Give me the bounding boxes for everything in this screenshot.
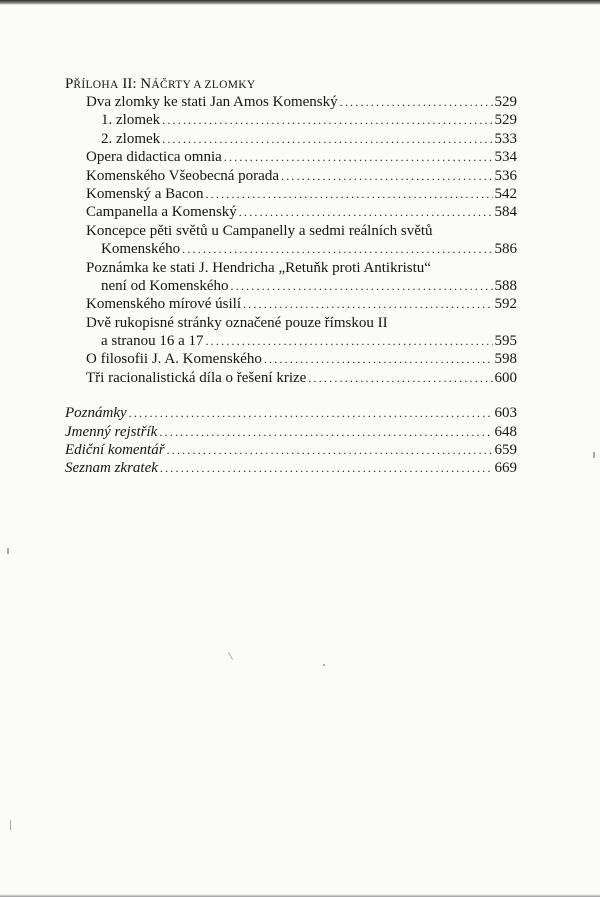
toc-entry-label: Ediční komentář xyxy=(65,442,165,459)
toc-entry[interactable] xyxy=(65,350,517,368)
toc-entry-label: Komenského Všeobecná porada xyxy=(86,167,279,184)
toc-entry[interactable] xyxy=(65,222,517,240)
dot-leader xyxy=(230,277,492,295)
toc-entry-label: Opera didactica omnia xyxy=(86,149,222,166)
toc-entry-page-number: 648 xyxy=(494,423,517,440)
dot-leader xyxy=(167,441,493,459)
toc-entry[interactable] xyxy=(65,369,517,387)
dot-leader xyxy=(340,93,493,111)
toc-entry[interactable] xyxy=(65,185,517,203)
toc-entry-page-number: 600 xyxy=(494,369,517,386)
toc-entry-label: 2. zlomek xyxy=(101,130,161,147)
toc-entry-label: Campanella a Komenský xyxy=(86,204,237,221)
toc-entry-page-number: 584 xyxy=(494,204,517,221)
toc-entry-page-number: 534 xyxy=(494,149,517,166)
toc-entry-page-number: 592 xyxy=(494,296,517,313)
toc-entry-page-number: 533 xyxy=(494,130,517,147)
toc-entry-page-number: 603 xyxy=(494,405,517,422)
dot-leader xyxy=(162,130,492,148)
toc-entry-label: Poznámky xyxy=(65,405,127,422)
toc-entry[interactable] xyxy=(65,423,517,441)
toc-entry[interactable] xyxy=(65,295,517,313)
toc-entry[interactable] xyxy=(65,93,517,111)
toc-entry[interactable] xyxy=(65,240,517,258)
table-of-contents xyxy=(65,75,517,478)
toc-entry-label: Dvě rukopisné stránky označené pouze římskou II xyxy=(86,314,388,331)
toc-entry-label: 1. zlomek xyxy=(101,112,161,129)
toc-entry-page-number: 529 xyxy=(494,112,517,129)
dot-leader xyxy=(160,459,493,477)
toc-entry-page-number: 586 xyxy=(494,241,517,258)
scan-speck xyxy=(323,664,325,666)
toc-entry[interactable] xyxy=(65,111,517,129)
toc-entry-page-number: 659 xyxy=(494,442,517,459)
toc-entry[interactable] xyxy=(65,167,517,185)
dot-leader xyxy=(243,295,493,313)
scan-speck xyxy=(7,548,9,554)
toc-entry-label: Tři racionalistická díla o řešení krize xyxy=(86,369,307,386)
toc-entry-label: Komenského xyxy=(101,241,181,258)
toc-entry-label: Jmenný rejstřík xyxy=(65,423,158,440)
scan-speck xyxy=(10,820,11,830)
back-matter-entries xyxy=(65,404,517,478)
toc-entry-page-number: 536 xyxy=(494,167,517,184)
scan-speck xyxy=(228,652,233,659)
toc-entry-label: Seznam zkratek xyxy=(65,460,158,477)
dot-leader xyxy=(159,423,492,441)
section-heading xyxy=(65,75,517,93)
toc-entry[interactable] xyxy=(65,148,517,166)
toc-entry-label: Dva zlomky ke stati Jan Amos Komenský xyxy=(86,94,338,110)
toc-entries xyxy=(65,93,517,387)
toc-entry[interactable] xyxy=(65,314,517,332)
page-top-edge-shadow xyxy=(0,0,600,5)
dot-leader xyxy=(281,167,493,185)
toc-entry[interactable] xyxy=(65,130,517,148)
toc-entry-page-number: 595 xyxy=(494,333,517,350)
toc-entry-label: Komenský a Bacon xyxy=(86,185,204,202)
dot-leader xyxy=(182,240,492,258)
toc-entry-label: Komenského mírové úsilí xyxy=(86,296,241,313)
dot-leader xyxy=(308,369,492,387)
dot-leader xyxy=(129,404,493,422)
toc-entry-page-number: 669 xyxy=(494,460,517,477)
toc-entry[interactable] xyxy=(65,259,517,277)
toc-entry[interactable] xyxy=(65,332,517,350)
section-title-caps: NÁČRTY A ZLOMKY xyxy=(140,76,256,92)
toc-entry-label: Poznámka ke stati J. Hendricha „Retuňk proti Antikristu“ xyxy=(86,259,431,276)
toc-entry[interactable] xyxy=(65,404,517,422)
toc-entry-label: není od Komenského xyxy=(101,277,229,294)
dot-leader xyxy=(264,350,493,368)
section-numeral: II: xyxy=(122,76,137,92)
toc-entry[interactable] xyxy=(65,441,517,459)
dot-leader xyxy=(224,148,493,166)
dot-leader xyxy=(205,185,492,203)
toc-entry[interactable] xyxy=(65,277,517,295)
toc-entry-page-number: 529 xyxy=(494,94,517,110)
toc-entry-label: Koncepce pěti světů u Campanelly a sedmi reálních světů xyxy=(86,222,433,239)
scan-speck xyxy=(593,452,595,458)
toc-entry-label: a stranou 16 a 17 xyxy=(101,333,204,350)
toc-entry-page-number: 588 xyxy=(494,277,517,294)
toc-entry[interactable] xyxy=(65,459,517,477)
spacer xyxy=(65,387,517,404)
section-prefix: PŘÍLOHA xyxy=(65,76,119,92)
toc-entry[interactable] xyxy=(65,203,517,221)
dot-leader xyxy=(205,332,492,350)
dot-leader xyxy=(239,203,493,221)
dot-leader xyxy=(162,111,492,129)
toc-entry-label: O filosofii J. A. Komenského xyxy=(86,351,262,368)
toc-entry-page-number: 542 xyxy=(494,185,517,202)
toc-entry-page-number: 598 xyxy=(494,351,517,368)
